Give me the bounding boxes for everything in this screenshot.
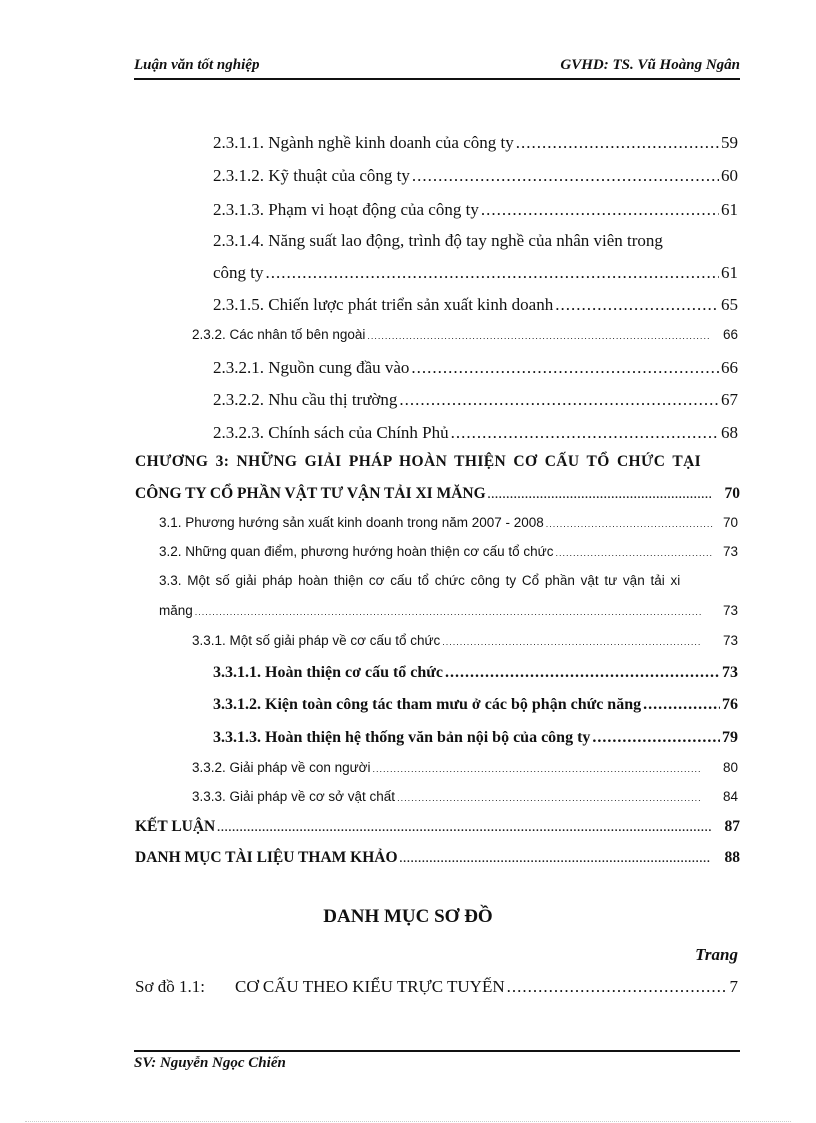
toc-leader-dots xyxy=(442,637,701,647)
toc-page-number: 60 xyxy=(721,166,738,185)
toc-page-number: 76 xyxy=(722,696,738,713)
toc-entry-2313[interactable] xyxy=(213,200,738,220)
toc-leader-dots xyxy=(592,729,720,747)
toc-page-number: 70 xyxy=(724,485,740,502)
toc-leader-dots xyxy=(412,166,719,186)
toc-entry-title: 3.2. Những quan điểm, phương hướng hoàn thiện cơ cấu tổ chức xyxy=(159,544,554,559)
diagram-entry-label: Sơ đồ 1.1: xyxy=(135,977,205,996)
toc-page-number: 84 xyxy=(722,789,738,804)
toc-entry-title: 3.3.1.1. Hoàn thiện cơ cấu tổ chức xyxy=(213,664,444,681)
toc-leader-dots xyxy=(373,764,701,774)
toc-page-number: 73 xyxy=(722,664,738,681)
toc-leader-dots xyxy=(445,664,720,682)
toc-entry-title: công ty xyxy=(213,263,264,282)
toc-entry-33[interactable] xyxy=(159,603,738,618)
header-advisor: GVHD: TS. Vũ Hoàng Ngân xyxy=(560,57,740,73)
toc-page-number: 7 xyxy=(729,977,738,996)
toc-page-number: 59 xyxy=(721,133,738,152)
toc-entry-title: măng xyxy=(159,603,193,618)
toc-entry-title: 3.3.2. Giải pháp về con người xyxy=(192,760,371,775)
toc-page-number: 70 xyxy=(722,515,738,530)
toc-entry-title: 3.3.1.3. Hoàn thiện hệ thống văn bản nội bộ của công ty xyxy=(213,729,591,746)
toc-entry-title: DANH MỤC TÀI LIỆU THAM KHẢO xyxy=(135,849,398,866)
toc-page-number: 73 xyxy=(722,603,738,618)
page-header xyxy=(134,48,740,80)
toc-entry-title: KẾT LUẬN xyxy=(135,818,216,835)
toc-leader-dots xyxy=(643,696,720,714)
toc-entry-title: 2.3.2.1. Nguồn cung đầu vào xyxy=(213,358,410,377)
toc-entry-33-line1[interactable]: 3.3. Một số giải pháp hoàn thiện cơ cấu tổ chức công ty Cổ phần vật tư vận tải xi xyxy=(159,573,681,588)
toc-entry-2314-line1[interactable]: 2.3.1.4. Năng suất lao động, trình độ tay nghề của nhân viên trong xyxy=(213,231,663,250)
toc-leader-dots xyxy=(195,607,701,617)
header-thesis-label: Luận văn tốt nghiệp xyxy=(134,57,260,73)
toc-entry-2312[interactable] xyxy=(213,166,738,186)
toc-entry-title: 3.3.1. Một số giải pháp về cơ cấu tổ chức xyxy=(192,633,441,648)
toc-page-number: 73 xyxy=(722,544,738,559)
toc-leader-dots xyxy=(411,358,719,378)
footer-divider xyxy=(134,1050,740,1052)
diagram-entry-1-1[interactable] xyxy=(135,977,738,997)
toc-page-number: 73 xyxy=(722,633,738,648)
diagram-list-title: DANH MỤC SƠ ĐỒ xyxy=(323,906,493,927)
toc-page-number: 88 xyxy=(724,849,740,866)
toc-entry-title: 2.3.1.2. Kỹ thuật của công ty xyxy=(213,166,410,185)
toc-leader-dots xyxy=(488,489,711,501)
toc-leader-dots xyxy=(399,390,719,410)
toc-entry-3313[interactable] xyxy=(213,729,738,747)
toc-conclusion[interactable] xyxy=(135,818,740,836)
toc-entry-2323[interactable] xyxy=(213,423,738,443)
toc-page-number: 65 xyxy=(721,295,738,314)
toc-entry-title: 2.3.1.5. Chiến lược phát triển sản xuất kinh doanh xyxy=(213,295,554,314)
toc-entry-3311[interactable] xyxy=(213,664,738,682)
toc-entry-2321[interactable] xyxy=(213,358,738,378)
toc-leader-dots xyxy=(451,423,719,443)
toc-entry-2314[interactable] xyxy=(213,263,738,283)
toc-leader-dots xyxy=(516,133,719,153)
page-edge-divider xyxy=(25,1121,791,1122)
page-column-label: Trang xyxy=(695,945,738,964)
toc-leader-dots xyxy=(367,331,709,341)
toc-entry-333[interactable] xyxy=(192,789,738,804)
toc-page-number: 68 xyxy=(721,423,738,442)
toc-page-number: 61 xyxy=(721,200,738,219)
toc-leader-dots xyxy=(217,822,710,834)
toc-leader-dots xyxy=(555,295,719,315)
diagram-entry-title: CƠ CẤU THEO KIỂU TRỰC TUYẾN xyxy=(235,977,505,996)
toc-entry-2315[interactable] xyxy=(213,295,738,315)
toc-entry-title: 2.3.2.2. Nhu cầu thị trường xyxy=(213,390,398,409)
toc-page-number: 66 xyxy=(722,327,738,342)
toc-references[interactable] xyxy=(135,849,740,867)
toc-entry-2311[interactable] xyxy=(213,133,738,153)
toc-entry-title: 2.3.1.3. Phạm vi hoạt động của công ty xyxy=(213,200,479,219)
toc-leader-dots xyxy=(397,793,701,803)
toc-page-number: 80 xyxy=(722,760,738,775)
toc-leader-dots xyxy=(481,200,719,220)
toc-page-number: 67 xyxy=(721,390,738,409)
toc-leader-dots xyxy=(546,519,713,529)
toc-entry-32[interactable] xyxy=(159,544,738,559)
toc-entry-232[interactable] xyxy=(192,327,738,342)
toc-page-number: 79 xyxy=(722,729,738,746)
toc-entry-2322[interactable] xyxy=(213,390,738,410)
toc-chapter-3-line1[interactable]: CHƯƠNG 3: NHỮNG GIẢI PHÁP HOÀN THIỆN CƠ CẤU TỔ CHỨC TẠI xyxy=(135,453,702,470)
toc-leader-dots xyxy=(266,263,719,283)
toc-entry-31[interactable] xyxy=(159,515,738,530)
toc-chapter-3[interactable] xyxy=(135,485,740,503)
toc-leader-dots xyxy=(507,977,728,997)
toc-leader-dots xyxy=(400,853,711,865)
toc-entry-title: 3.1. Phương hướng sản xuất kinh doanh trong năm 2007 - 2008 xyxy=(159,515,544,530)
toc-entry-title: 2.3.2.3. Chính sách của Chính Phủ xyxy=(213,423,449,442)
toc-entry-title: 2.3.2. Các nhân tố bên ngoài xyxy=(192,327,366,342)
toc-page-number: 87 xyxy=(724,818,740,835)
toc-page-number: 66 xyxy=(721,358,738,377)
toc-entry-title: CÔNG TY CỔ PHẦN VẬT TƯ VẬN TẢI XI MĂNG xyxy=(135,485,486,502)
toc-entry-332[interactable] xyxy=(192,760,738,775)
toc-entry-title: 2.3.1.1. Ngành nghề kinh doanh của công ty xyxy=(213,133,514,152)
toc-leader-dots xyxy=(555,548,713,558)
toc-page-number: 61 xyxy=(721,263,738,282)
footer-student: SV: Nguyễn Ngọc Chiến xyxy=(134,1055,286,1071)
toc-entry-title: 3.3.1.2. Kiện toàn công tác tham mưu ở các bộ phận chức năng xyxy=(213,696,642,713)
toc-entry-3312[interactable] xyxy=(213,696,738,714)
toc-entry-331[interactable] xyxy=(192,633,738,648)
toc-entry-title: 3.3.3. Giải pháp về cơ sở vật chất xyxy=(192,789,396,804)
